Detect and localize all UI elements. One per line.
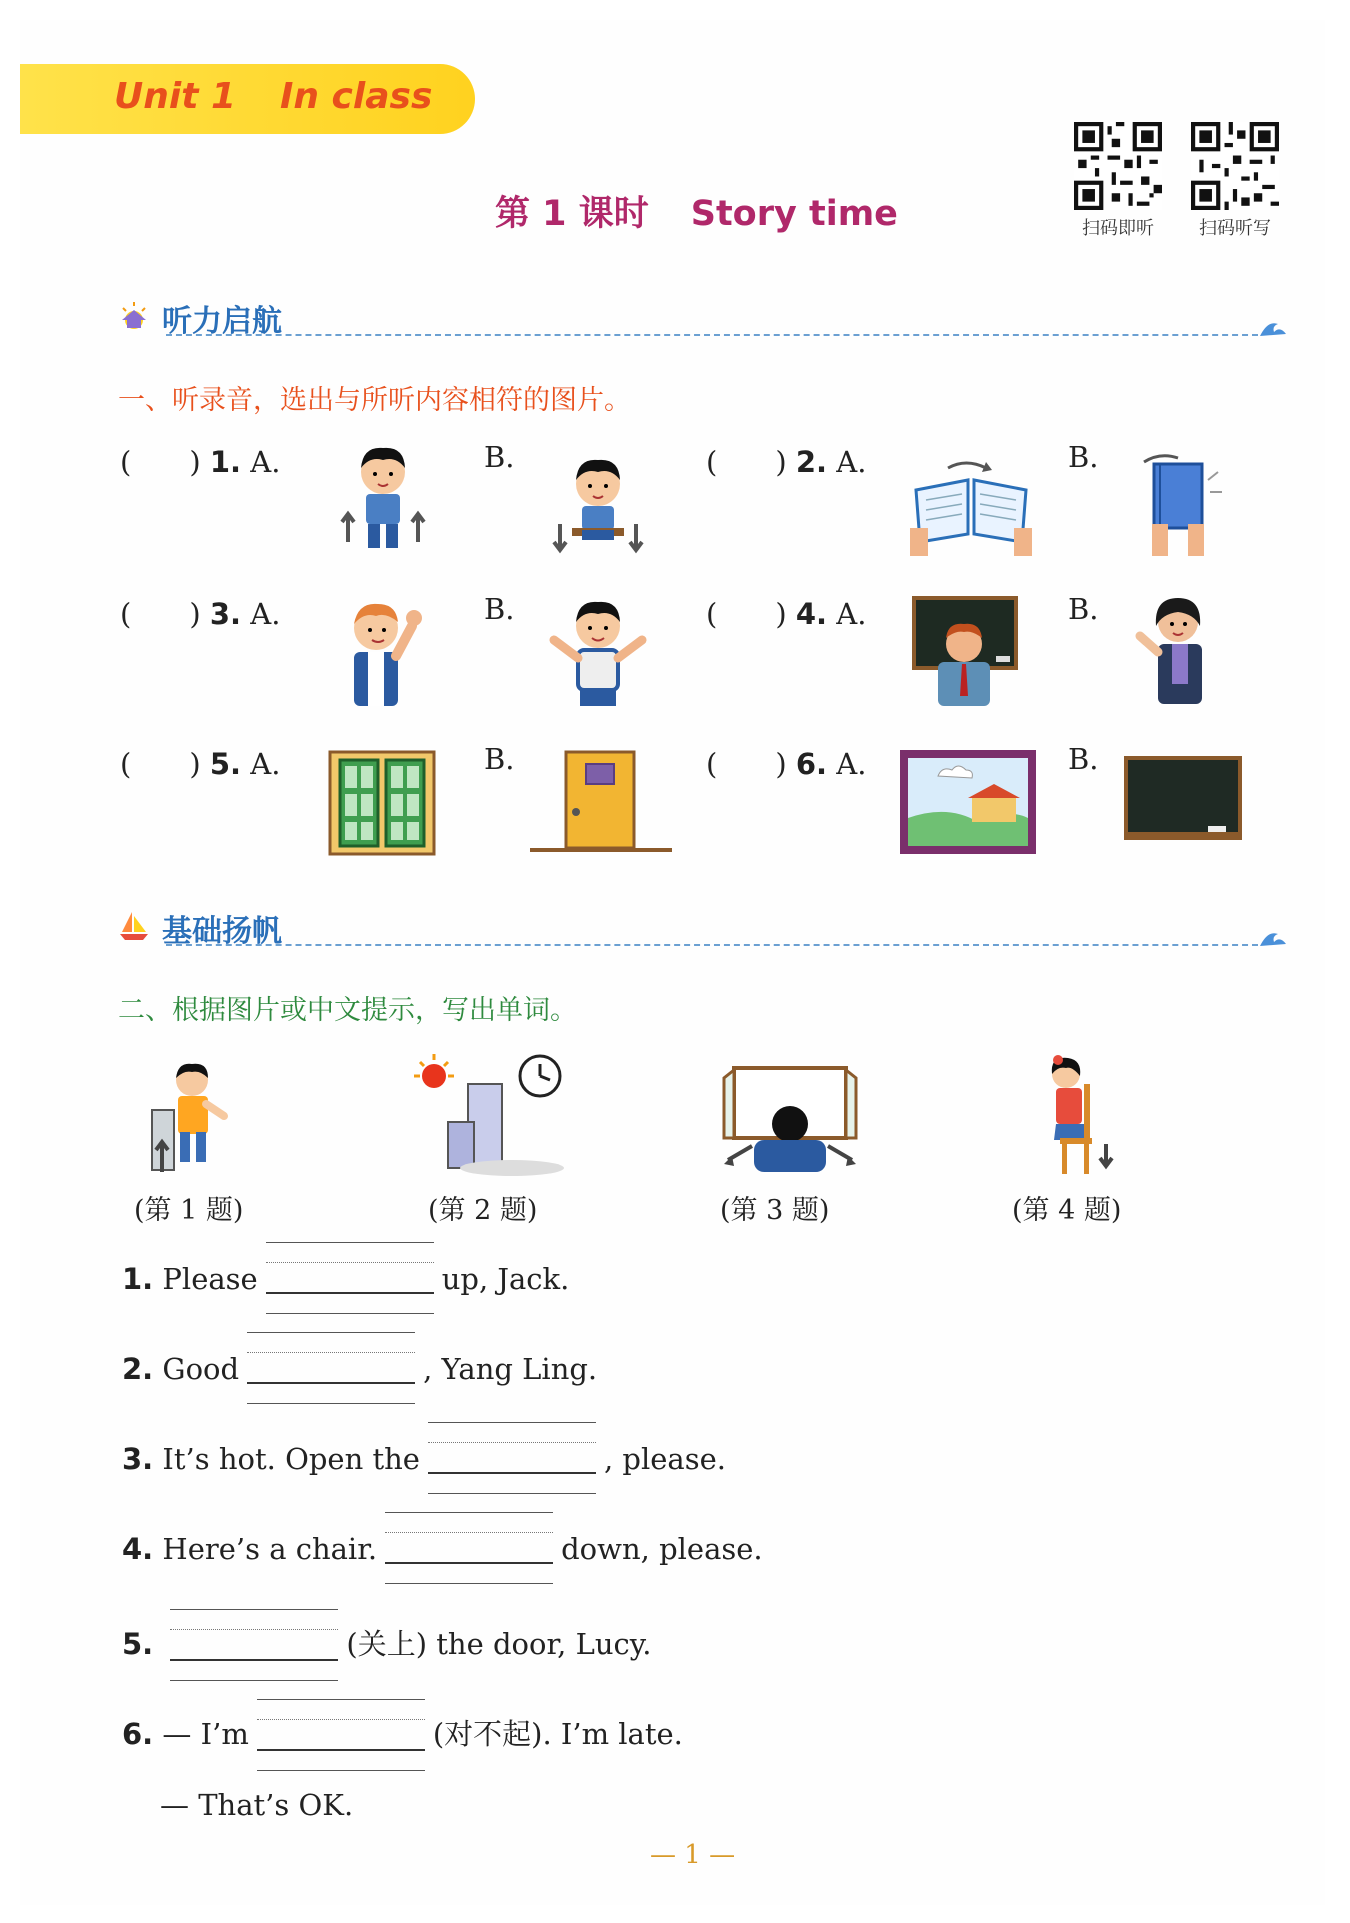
qr-code-icon: [1074, 122, 1162, 210]
lesson-name: Story time: [690, 194, 898, 234]
woman-waving-image: [1128, 592, 1224, 708]
sentence-6: 6. — I’m (对不起). I’m late.: [122, 1712, 683, 1753]
unit-title: [114, 76, 432, 117]
answer-blank-3[interactable]: [428, 1446, 596, 1476]
hint-label-2: (第 2 题): [428, 1195, 538, 1226]
option-b-label: B.: [1068, 592, 1099, 626]
option-b-label: B.: [484, 742, 515, 776]
section-divider: [166, 944, 1258, 946]
hint-label-4: (第 4 题): [1012, 1195, 1122, 1226]
sentence-5: 5. (关上) the door, Lucy.: [122, 1622, 652, 1663]
teacher-at-blackboard-image: [912, 596, 1018, 708]
option-b-label: B.: [484, 592, 515, 626]
section-title: 听力启航: [162, 304, 282, 339]
qr-dictation[interactable]: [1190, 122, 1280, 240]
lesson-number: 第 1 课时: [495, 194, 649, 234]
wave-icon: [1258, 316, 1288, 338]
section-listening: [118, 296, 1288, 339]
qr-listen[interactable]: [1073, 122, 1163, 240]
morning-building-hint-image: [412, 1052, 566, 1178]
door-image: [530, 750, 672, 856]
listening-item-4: ( ) 4. A.: [706, 597, 867, 631]
boy-greeting-image: [540, 596, 656, 708]
closed-book-image: [1140, 450, 1224, 556]
sentence-4: 4. Here’s a chair. down, please.: [122, 1532, 763, 1566]
sailboat-icon: [118, 910, 150, 942]
option-b-label: B.: [1068, 440, 1099, 474]
open-book-image: [906, 450, 1036, 556]
window-image: [328, 750, 436, 856]
answer-blank-6[interactable]: [257, 1723, 425, 1753]
instruction-listening: 一、听录音，选出与所听内容相符的图片。: [118, 385, 631, 416]
section-divider: [166, 334, 1258, 336]
hint-label-3: (第 3 题): [720, 1195, 830, 1226]
qr-listen-label: 扫码即听: [1082, 218, 1154, 239]
sun-house-icon: [118, 300, 150, 332]
sentence-1: 1. Please up, Jack.: [122, 1262, 569, 1296]
listening-item-5: ( ) 5. A.: [120, 747, 281, 781]
blackboard-image: [1124, 756, 1242, 842]
qr-code-icon: [1191, 122, 1279, 210]
sentence-2: 2. Good , Yang Ling.: [122, 1352, 597, 1386]
answer-blank-1[interactable]: [266, 1266, 434, 1296]
answer-blank-5[interactable]: [170, 1633, 338, 1663]
option-b-label: B.: [1068, 742, 1099, 776]
qr-dictation-label: 扫码听写: [1199, 218, 1271, 239]
girl-sitting-hint-image: [1036, 1054, 1122, 1178]
dialogue-reply: — That’s OK.: [160, 1788, 354, 1822]
listening-item-2: ( ) 2. A.: [706, 445, 867, 479]
picture-frame-image: [898, 748, 1038, 856]
answer-blank-4[interactable]: [385, 1536, 553, 1566]
listening-item-6: ( ) 6. A.: [706, 747, 867, 781]
page-number: — 1 —: [650, 1840, 736, 1870]
wave-icon: [1258, 926, 1288, 948]
answer-blank-2[interactable]: [247, 1356, 415, 1386]
unit-name: In class: [280, 76, 433, 117]
unit-banner: [20, 64, 475, 134]
option-b-label: B.: [484, 440, 515, 474]
section-basics: [118, 906, 1288, 949]
listening-item-3: ( ) 3. A.: [120, 597, 281, 631]
instruction-basics: 二、根据图片或中文提示，写出单词。: [118, 995, 577, 1026]
boy-sitting-down-image: [552, 454, 644, 554]
boy-standing-up-image: [338, 442, 428, 554]
opening-window-hint-image: [722, 1066, 858, 1174]
hint-label-1: (第 1 题): [134, 1195, 244, 1226]
section-title: 基础扬帆: [162, 914, 282, 949]
sentence-3: 3. It’s hot. Open the , please.: [122, 1442, 726, 1476]
listening-item-1: ( ) 1. A.: [120, 445, 281, 479]
boy-standing-hint-image: [148, 1060, 240, 1178]
unit-number: Unit 1: [114, 76, 236, 117]
lesson-title: [495, 186, 898, 236]
boy-waving-image: [338, 596, 430, 708]
